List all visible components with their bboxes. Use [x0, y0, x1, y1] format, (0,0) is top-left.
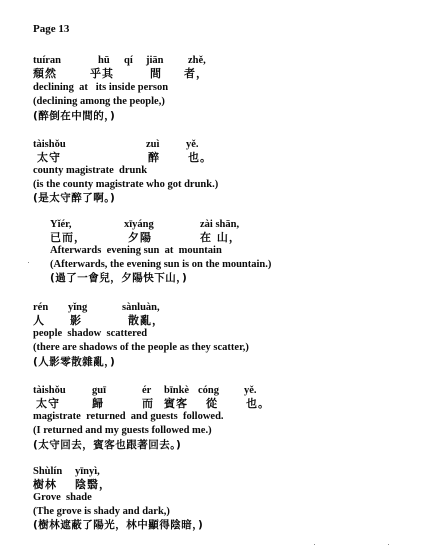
scan-speck	[314, 544, 315, 545]
hanzi-word: 已而，	[50, 231, 86, 244]
hanzi-word: 者，	[184, 67, 208, 80]
pinyin-word: tàishǒu	[33, 139, 66, 150]
pinyin-word: sànluàn,	[122, 302, 160, 313]
pinyin-word: tuíran	[33, 55, 62, 66]
english-gloss: declining at its inside person	[33, 82, 169, 93]
page-number: Page 13	[33, 23, 70, 35]
hanzi-word: 乎其	[90, 67, 114, 80]
pinyin-word: qí	[124, 55, 133, 66]
hanzi-word: 而	[142, 397, 154, 410]
chinese-paraphrase: (過了一會兒，夕陽快下山，)	[50, 272, 188, 284]
chinese-paraphrase: (是太守醉了啊。)	[33, 192, 116, 204]
hanzi-word: 也。	[188, 151, 212, 164]
pinyin-word: yě.	[244, 385, 257, 396]
hanzi-word: 從	[206, 397, 218, 410]
english-paraphrase: (Afterwards, the evening sun is on the mountain.)	[50, 259, 272, 270]
pinyin-word: Yǐér,	[50, 219, 72, 230]
hanzi-word: 頹然	[33, 67, 57, 80]
scan-speck	[28, 262, 29, 263]
hanzi-word: 太守	[36, 397, 60, 410]
english-paraphrase: (declining among the people,)	[33, 96, 165, 107]
scan-speck	[388, 544, 389, 545]
english-gloss: county magistrate drunk	[33, 165, 148, 176]
chinese-paraphrase: (醉倒在中間的，)	[33, 110, 116, 122]
pinyin-word: hū	[98, 55, 110, 66]
pinyin-word: Shùlín	[33, 466, 63, 477]
pinyin-word: jiān	[146, 55, 164, 66]
pinyin-word: cóng	[198, 385, 219, 396]
english-paraphrase: (is the county magistrate who got drunk.)	[33, 179, 219, 190]
pinyin-word: yǐng	[68, 302, 88, 313]
english-paraphrase: (The grove is shady and dark,)	[33, 506, 170, 517]
english-gloss: magistrate returned and guests followed.	[33, 411, 224, 422]
hanzi-word: 陰翳，	[75, 478, 111, 491]
pinyin-word: yīnyì,	[75, 466, 100, 477]
pinyin-word: guī	[92, 385, 107, 396]
hanzi-word: 歸	[92, 397, 104, 410]
hanzi-word: 夕陽	[128, 231, 152, 244]
hanzi-word: 散亂，	[128, 314, 164, 327]
english-paraphrase: (I returned and my guests followed me.)	[33, 425, 212, 436]
english-paraphrase: (there are shadows of the people as they scatter,)	[33, 342, 249, 353]
hanzi-word: 影	[70, 314, 82, 327]
hanzi-word: 醉	[148, 151, 160, 164]
chinese-paraphrase: (樹林遮蔽了陽光，林中顯得陰暗，)	[33, 519, 204, 531]
pinyin-word: zài shān,	[200, 219, 240, 230]
hanzi-word: 太守	[37, 151, 61, 164]
english-gloss: Grove shade	[33, 492, 92, 503]
hanzi-word: 賓客	[164, 397, 188, 410]
chinese-paraphrase: (太守回去，賓客也跟著回去。)	[33, 439, 182, 451]
hanzi-word: 間	[150, 67, 162, 80]
hanzi-word: 樹林	[33, 478, 57, 491]
pinyin-word: zuì	[146, 139, 160, 150]
hanzi-word: 在 山，	[200, 231, 241, 244]
chinese-paraphrase: (人影零散雜亂，)	[33, 356, 116, 368]
english-gloss: people shadow scattered	[33, 328, 148, 339]
pinyin-word: rén	[33, 302, 49, 313]
pinyin-word: bīnkè	[164, 385, 190, 396]
hanzi-word: 人	[33, 314, 45, 327]
pinyin-word: tàishǒu	[33, 385, 66, 396]
pinyin-word: xīyáng	[124, 219, 154, 230]
pinyin-word: ér	[142, 385, 152, 396]
pinyin-word: zhě,	[188, 55, 206, 66]
english-gloss: Afterwards evening sun at mountain	[50, 245, 222, 256]
pinyin-word: yě.	[186, 139, 199, 150]
hanzi-word: 也。	[246, 397, 270, 410]
